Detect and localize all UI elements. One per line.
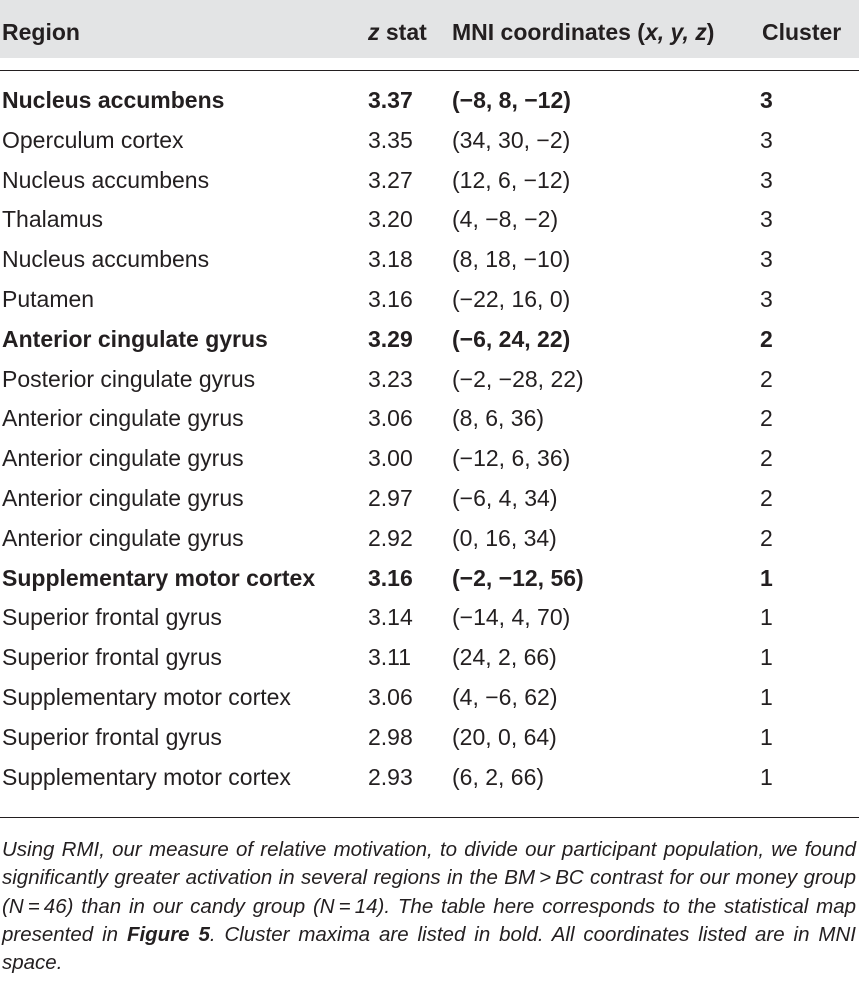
cluster-cell: 2 [760, 405, 773, 432]
region-cell: Anterior cingulate gyrus [2, 524, 244, 551]
mni-coordinates-cell: (−6, 24, 22) [452, 325, 571, 352]
table-row [0, 483, 859, 523]
z-stat-cell: 2.92 [368, 524, 413, 551]
mni-coordinates-cell: (−14, 4, 70) [452, 604, 571, 631]
table-caption [2, 836, 856, 977]
cluster-cell: 3 [760, 166, 773, 193]
header-divider [0, 70, 859, 71]
mni-coordinates-cell: (−2, −28, 22) [452, 365, 584, 392]
cluster-cell: 2 [760, 484, 773, 511]
z-stat-cell: 3.06 [368, 683, 413, 710]
region-cell: Anterior cingulate gyrus [2, 405, 244, 432]
z-stat-cell: 2.97 [368, 484, 413, 511]
cluster-cell: 1 [760, 723, 773, 750]
cluster-cell: 2 [760, 365, 773, 392]
table-header [0, 0, 859, 58]
table-row [0, 244, 859, 284]
z-stat-cell: 3.23 [368, 365, 413, 392]
mni-coordinates-cell: (−22, 16, 0) [452, 285, 571, 312]
table-row [0, 682, 859, 722]
table-row [0, 762, 859, 802]
cluster-cell: 1 [760, 683, 773, 710]
cluster-cell: 1 [760, 763, 773, 790]
region-cell: Anterior cingulate gyrus [2, 484, 244, 511]
mni-coordinates-cell: (20, 0, 64) [452, 723, 557, 750]
mni-coordinates-cell: (4, −6, 62) [452, 683, 558, 710]
region-cell: Thalamus [2, 206, 103, 233]
table-body [0, 85, 859, 801]
z-stat-cell: 2.98 [368, 723, 413, 750]
mni-label-prefix: MNI coordinates ( [452, 19, 645, 45]
z-stat-cell: 3.11 [368, 644, 412, 671]
z-stat-cell: 2.93 [368, 763, 413, 790]
region-cell: Superior frontal gyrus [2, 723, 222, 750]
caption-text-start: Using RMI, our measure of relative motivation, to divide our participant population, we found significantly greater activation in several regions in the BM > BC contrast for our money group (N = 46) than in our candy group (N = 14). The table here corresponds to the statistical map presented in [2, 838, 856, 946]
cluster-cell: 2 [760, 524, 773, 551]
region-cell: Supplementary motor cortex [2, 683, 291, 710]
table-row [0, 443, 859, 483]
cluster-cell: 1 [760, 644, 773, 671]
mni-coordinates-cell: (−8, 8, −12) [452, 87, 571, 113]
cluster-cell: 1 [760, 564, 773, 591]
table-row [0, 324, 859, 364]
z-stat-cell: 3.18 [368, 246, 413, 273]
cluster-cell: 3 [760, 285, 773, 312]
mni-coordinates-cell: (34, 30, −2) [452, 126, 571, 153]
table-row [0, 642, 859, 682]
cluster-cell: 3 [760, 126, 773, 153]
region-cell: Posterior cingulate gyrus [2, 365, 256, 392]
region-cell: Anterior cingulate gyrus [2, 325, 268, 352]
mni-coordinates-cell: (24, 2, 66) [452, 644, 557, 671]
cluster-cell: 3 [760, 246, 773, 273]
table-row [0, 364, 859, 404]
mni-coordinates-cell: (−2, −12, 56) [452, 564, 584, 591]
region-cell: Superior frontal gyrus [2, 604, 222, 631]
mni-coordinates-cell: (−6, 4, 34) [452, 484, 558, 511]
mni-label-suffix: ) [706, 19, 715, 45]
cluster-cell: 3 [760, 87, 773, 113]
caption-text-end: . Cluster maxima are listed in bold. All coordinates listed are in MNI space. [2, 922, 856, 975]
z-stat-label: stat [379, 19, 427, 45]
table-row [0, 165, 859, 205]
region-cell: Nucleus accumbens [2, 246, 210, 273]
table-row [0, 125, 859, 165]
region-cell: Superior frontal gyrus [2, 644, 222, 671]
table-row [0, 403, 859, 443]
region-cell: Anterior cingulate gyrus [2, 445, 244, 472]
z-stat-cell: 3.37 [368, 87, 413, 113]
z-stat-cell: 3.00 [368, 445, 413, 472]
cluster-cell: 3 [760, 206, 773, 233]
z-stat-cell: 3.14 [368, 604, 413, 631]
mni-axes-label: x, y, z [644, 19, 707, 45]
mni-coordinates-cell: (−12, 6, 36) [452, 445, 571, 472]
table-row [0, 523, 859, 563]
table-bottom-rule [0, 817, 859, 818]
region-cell: Supplementary motor cortex [2, 564, 316, 591]
z-stat-cell: 3.29 [368, 325, 413, 352]
table-row [0, 722, 859, 762]
cluster-cell: 2 [760, 325, 773, 352]
cluster-cell: 1 [760, 604, 773, 631]
mni-coordinates-cell: (12, 6, −12) [452, 166, 571, 193]
table-row [0, 85, 859, 125]
region-cell: Nucleus accumbens [2, 166, 210, 193]
z-stat-cell: 3.20 [368, 206, 413, 233]
z-stat-cell: 3.16 [368, 564, 413, 591]
mni-coordinates-cell: (8, 6, 36) [452, 405, 545, 432]
region-cell: Putamen [2, 285, 95, 312]
column-header-mni-coordinates [452, 18, 714, 46]
mni-coordinates-cell: (0, 16, 34) [452, 524, 557, 551]
column-header-cluster: Cluster [762, 19, 842, 45]
mni-coordinates-cell: (6, 2, 66) [452, 763, 545, 790]
table-row [0, 563, 859, 603]
z-stat-symbol: z [368, 19, 380, 45]
table-row [0, 602, 859, 642]
region-cell: Supplementary motor cortex [2, 763, 291, 790]
column-header-z-stat [368, 18, 427, 46]
z-stat-cell: 3.27 [368, 166, 413, 193]
z-stat-cell: 3.16 [368, 285, 413, 312]
z-stat-cell: 3.35 [368, 126, 413, 153]
figure-reference: Figure 5 [126, 922, 210, 946]
table-row [0, 284, 859, 324]
mni-coordinates-cell: (8, 18, −10) [452, 246, 571, 273]
table-row [0, 204, 859, 244]
column-header-region: Region [2, 19, 80, 45]
region-cell: Nucleus accumbens [2, 87, 225, 113]
z-stat-cell: 3.06 [368, 405, 413, 432]
cluster-cell: 2 [760, 445, 773, 472]
mni-coordinates-cell: (4, −8, −2) [452, 206, 559, 233]
region-cell: Operculum cortex [2, 126, 184, 153]
